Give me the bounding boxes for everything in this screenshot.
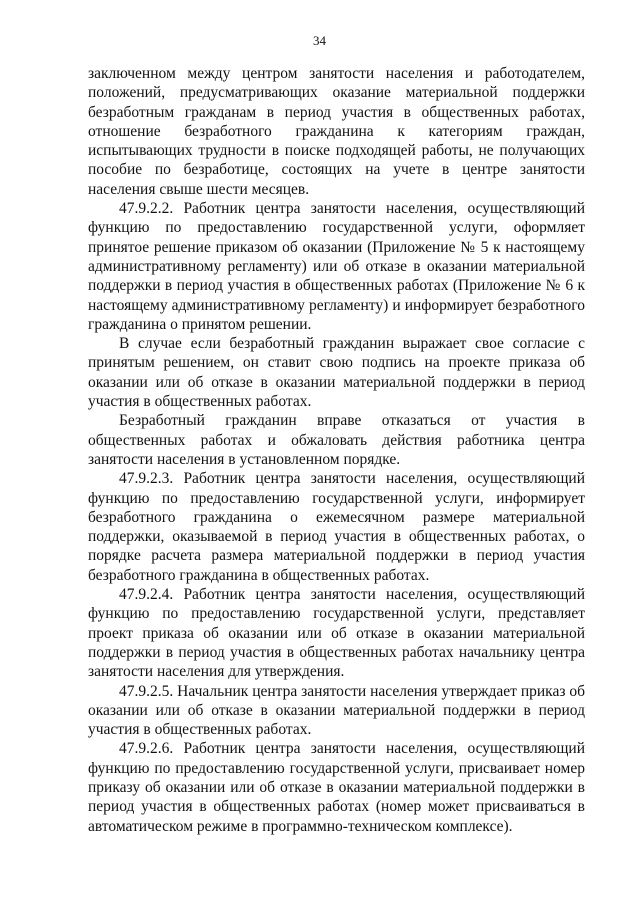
page-number: 34 (313, 33, 326, 48)
page-body (88, 64, 585, 836)
paragraph-continuation: заключенном между центром занятости населения и работодателем, положений, предусматривающих оказание материальной поддержки безработным гражданам в период участия в общественных работах, отношение безработного гражданина к категориям граждан, испытывающих трудности в поиске подходящей работы, не получающих пособие по безработице, состоящих на учете в центре занятости населения свыше шести месяцев. (88, 65, 585, 198)
paragraph-47-9-2-6: 47.9.2.6. Работник центра занятости населения, осуществляющий функцию по предоставлению государственной услуги, присваивает номер приказу об оказании или об отказе в оказании материальной поддержки в период участия в общественных работах (номер может присваиваться в автоматическом режиме в программно-техническом комплексе). (88, 740, 585, 835)
paragraph-right-to-refuse: Безработный гражданин вправе отказаться от участия в общественных работах и обжаловать действия работника центра занятости населения в установленном порядке. (88, 412, 585, 468)
paragraph-47-9-2-3: 47.9.2.3. Работник центра занятости населения, осуществляющий функцию по предоставлению государственной услуги, информирует безработного гражданина о ежемесячном размере материальной поддержки, оказываемой в период участия в общественных работах, о порядке расчета размера материальной поддержки в период участия безработного гражданина в общественных работах. (88, 470, 585, 584)
paragraph-47-9-2-2: 47.9.2.2. Работник центра занятости населения, осуществляющий функцию по предоставлению государственной услуги, оформляет принятое решение приказом об оказании (Приложение № 5 к настоящему административному регламенту) или об отказе в оказании материальной поддержки в период участия в общественных работах (Приложение № 6 к настоящему административному регламенту) и информирует безработного гражданина о принятом решении. (88, 200, 585, 333)
paragraph-consent-signature: В случае если безработный гражданин выражает свое согласие с принятым решением, он ставит свою подпись на проекте приказа об оказании или об отказе в оказании материальной поддержки в период участия в общественных работах. (88, 335, 585, 411)
paragraph-47-9-2-5: 47.9.2.5. Начальник центра занятости населения утверждает приказ об оказании или об отказе в оказании материальной поддержки в период участия в общественных работах. (88, 682, 585, 739)
paragraph-47-9-2-4: 47.9.2.4. Работник центра занятости населения, осуществляющий функцию по предоставлению государственной услуги, представляет проект приказа об оказании или об отказе в оказании материальной поддержки в период участия в общественных работах начальнику центра занятости населения для утверждения. (88, 586, 585, 681)
